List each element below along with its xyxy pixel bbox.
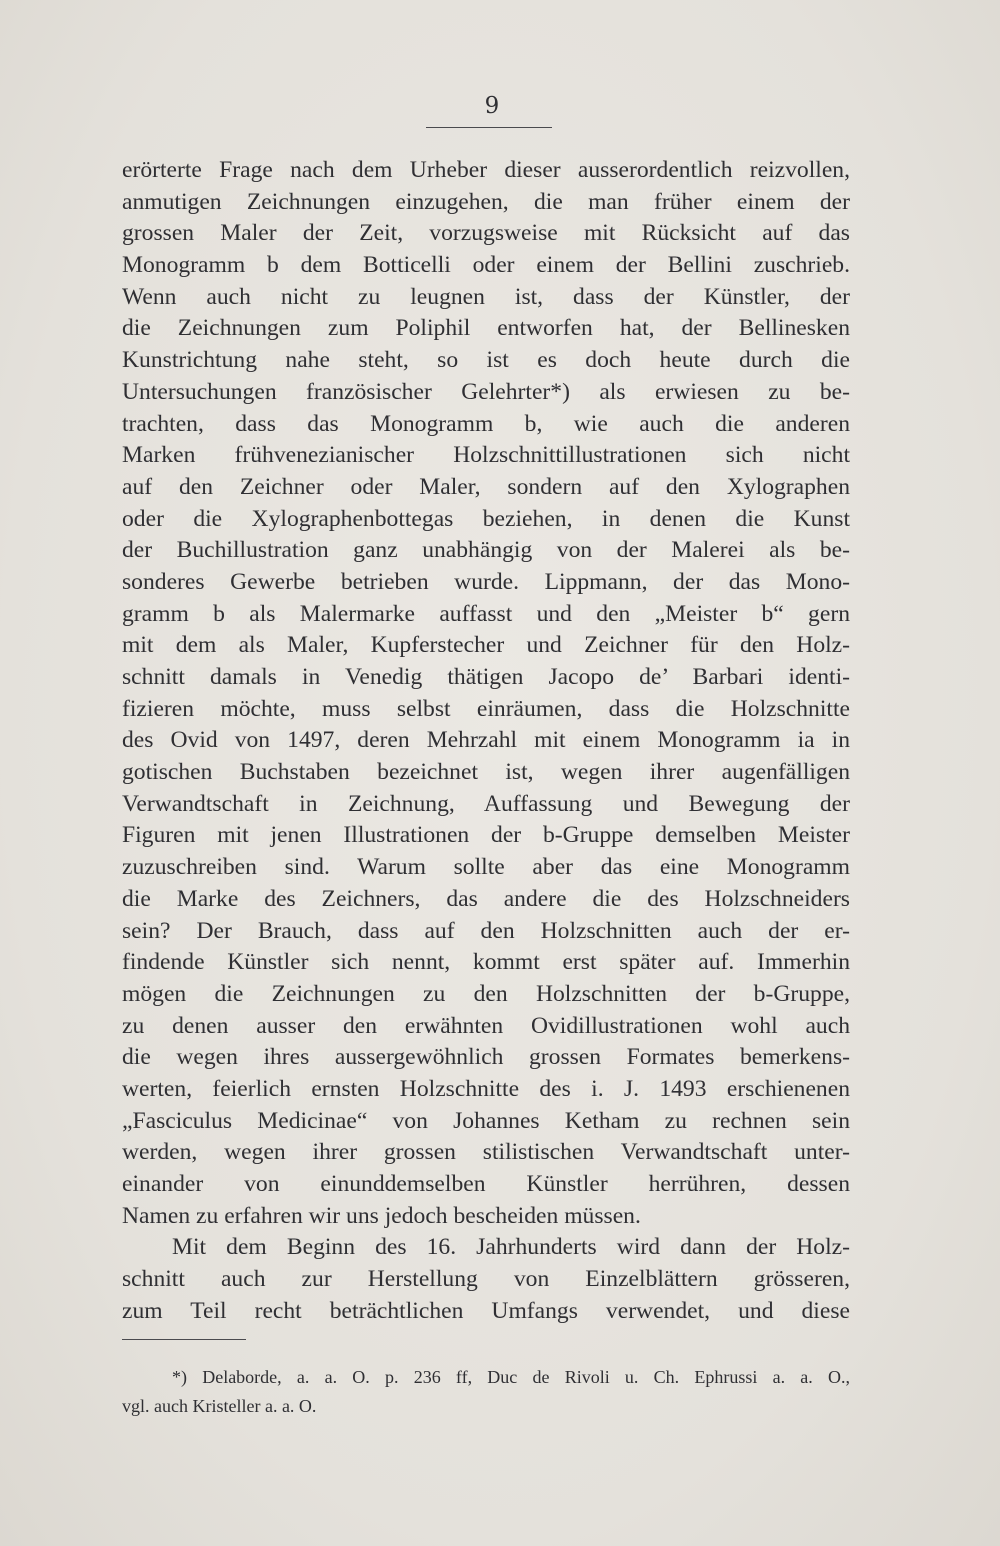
text-line: des Ovid von 1497, deren Mehrzahl mit einem Monogramm ia in xyxy=(122,727,850,754)
text-line: gotischen Buchstaben bezeichnet ist, wegen ihrer augenfälligen xyxy=(122,759,850,786)
text-line: die Marke des Zeichners, das andere die des Holzschneiders xyxy=(122,885,850,912)
text-line: mögen die Zeichnungen zu den Holzschnitten der b-Gruppe, xyxy=(122,980,850,1007)
text-line: die wegen ihres aussergewöhnlich grossen Formates bemerkens- xyxy=(122,1044,850,1071)
text-line: Wenn auch nicht zu leugnen ist, dass der Künstler, der xyxy=(122,283,850,310)
page-number: 9 xyxy=(484,93,500,119)
text-line: Figuren mit jenen Illustrationen der b-Gruppe demselben Meister xyxy=(122,822,850,849)
text-line: der Buchillustration ganz unabhängig von der Malerei als be- xyxy=(122,537,850,564)
text-line: die Zeichnungen zum Poliphil entworfen hat, der Bellinesken xyxy=(122,315,850,342)
text-line: anmutigen Zeichnungen einzugehen, die man früher einem der xyxy=(122,188,850,215)
footnote-line: vgl. auch Kristeller a. a. O. xyxy=(122,1396,317,1416)
text-line: werden, wegen ihrer grossen stilistischen Verwandtschaft unter- xyxy=(122,1139,850,1166)
text-line: einander von einunddemselben Künstler herrühren, dessen xyxy=(122,1171,850,1197)
text-line: gramm b als Malermarke auffasst und den „Meister b“ gern xyxy=(122,600,850,627)
text-line: oder die Xylographenbottegas beziehen, in denen die Kunst xyxy=(122,505,850,532)
footnote xyxy=(122,1363,850,1421)
header-rule xyxy=(426,127,552,128)
text-line: fizieren möchte, muss selbst einräumen, dass die Holzschnitte xyxy=(122,695,850,722)
text-line: mit dem als Maler, Kupferstecher und Zeichner für den Holz- xyxy=(122,632,850,659)
text-line: Marken frühvenezianischer Holzschnittillustrationen sich nicht xyxy=(122,442,850,469)
text-line: findende Künstler sich nennt, kommt erst später auf. Immerhin xyxy=(122,949,850,976)
text-line: sonderes Gewerbe betrieben wurde. Lippmann, der das Mono- xyxy=(122,568,850,595)
text-line: Verwandtschaft in Zeichnung, Auffassung und Bewegung der xyxy=(122,790,850,817)
text-line: sein? Der Brauch, dass auf den Holzschnitten auch der er- xyxy=(122,917,850,944)
text-line: Monogramm b dem Botticelli oder einem der Bellini zuschrieb. xyxy=(122,252,850,279)
text-line: zum Teil recht beträchtlichen Umfangs verwendet, und diese xyxy=(122,1297,850,1324)
footnote-line: *) Delaborde, a. a. O. p. 236 ff, Duc de Rivoli u. Ch. Ephrussi a. a. O., xyxy=(172,1367,850,1387)
text-line: grossen Maler der Zeit, vorzugsweise mit Rücksicht auf das xyxy=(122,220,850,247)
text-line: zuzuschreiben sind. Warum sollte aber das eine Monogramm xyxy=(122,854,850,881)
text-line: trachten, dass das Monogramm b, wie auch die anderen xyxy=(122,410,850,437)
text-line: zu denen ausser den erwähnten Ovidillustrationen wohl auch xyxy=(122,1012,850,1039)
text-line: Mit dem Beginn des 16. Jahrhunderts wird dann der Holz- xyxy=(172,1234,850,1261)
footnote-rule xyxy=(122,1339,246,1340)
text-line: schnitt damals in Venedig thätigen Jacopo de’ Barbari identi- xyxy=(122,664,850,690)
text-line: erörterte Frage nach dem Urheber dieser ausserordentlich reizvollen, xyxy=(122,157,850,183)
text-line: „Fasciculus Medicinae“ von Johannes Ketham zu rechnen sein xyxy=(122,1107,850,1134)
text-line: auf den Zeichner oder Maler, sondern auf den Xylographen xyxy=(122,473,850,500)
text-line: werten, feierlich ernsten Holzschnitte des i. J. 1493 erschienenen xyxy=(122,1075,850,1102)
text-line: schnitt auch zur Herstellung von Einzelblättern grösseren, xyxy=(122,1266,850,1293)
body-text xyxy=(122,155,850,1327)
text-line: Kunstrichtung nahe steht, so ist es doch heute durch die xyxy=(122,347,850,374)
text-line: Untersuchungen französischer Gelehrter*) als erwiesen zu be- xyxy=(122,378,850,405)
text-line: Namen zu erfahren wir uns jedoch bescheiden müssen. xyxy=(122,1202,641,1229)
